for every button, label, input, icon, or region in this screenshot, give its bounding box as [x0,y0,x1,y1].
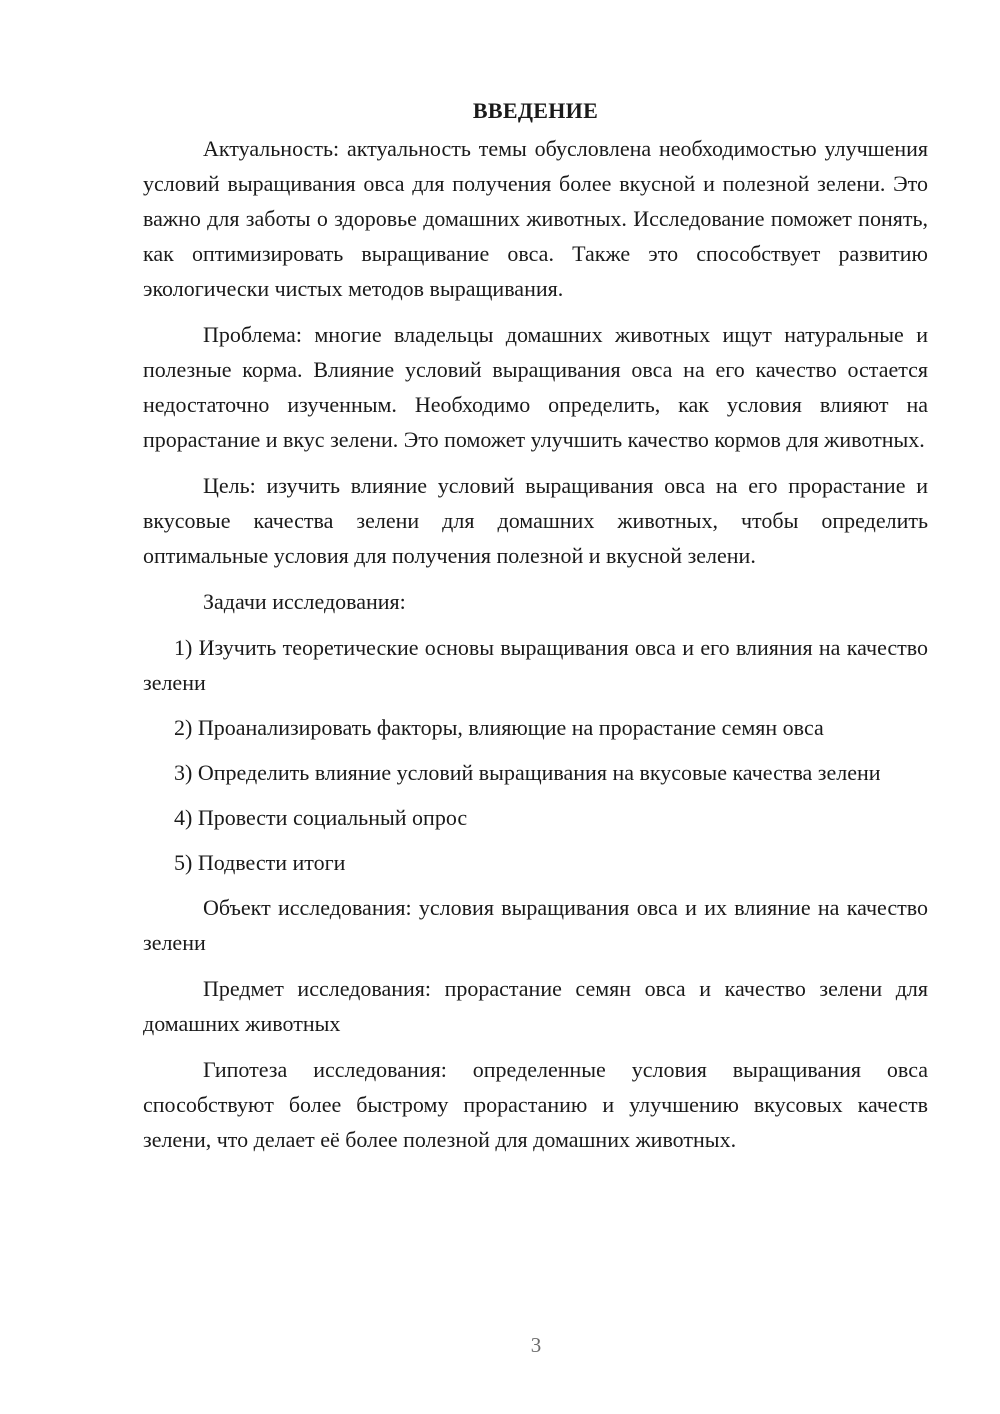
problem-paragraph: Проблема: многие владельцы домашних животных ищут натуральные и полезные корма. Влияние условий выращивания овса на его качество остается недостаточно изученным. Необходимо определить, как условия влияют на прорастание и вкус зелени. Это поможет улучшить качество кормов для животных. [143,322,928,452]
task-item: 2) Проанализировать факторы, влияющие на прорастание семян овса [174,715,824,740]
subject-paragraph: Предмет исследования: прорастание семян овса и качество зелени для домашних животных [143,976,928,1036]
tasks-label: Задачи исследования: [203,589,406,614]
page-content [143,94,928,1168]
object-paragraph: Объект исследования: условия выращивания овса и их влияние на качество зелени [143,895,928,955]
hypothesis-paragraph: Гипотеза исследования: определенные условия выращивания овса способствуют более быстрому прорастанию и улучшению вкусовых качеств зелени, что делает её более полезной для домашних животных. [143,1057,928,1152]
task-item: 1) Изучить теоретические основы выращивания овса и его влияния на качество зелени [143,635,928,695]
task-item: 3) Определить влияние условий выращивания на вкусовые качества зелени [174,760,881,785]
task-item: 4) Провести социальный опрос [174,805,468,830]
goal-paragraph: Цель: изучить влияние условий выращивания овса на его прорастание и вкусовые качества зелени для домашних животных, чтобы определить оптимальные условия для получения полезной и вкусной зелени. [143,473,928,568]
page-number: 3 [530,1333,542,1357]
task-item: 5) Подвести итоги [174,850,346,875]
page-title: ВВЕДЕНИЕ [472,98,599,123]
relevance-paragraph: Актуальность: актуальность темы обусловлена необходимостью улучшения условий выращивания овса для получения более вкусной и полезной зелени. Это важно для заботы о здоровье домашних животных. Исследование поможет понять, как оптимизировать выращивание овса. Также это способствует развитию экологически чистых методов выращивания. [143,136,928,301]
